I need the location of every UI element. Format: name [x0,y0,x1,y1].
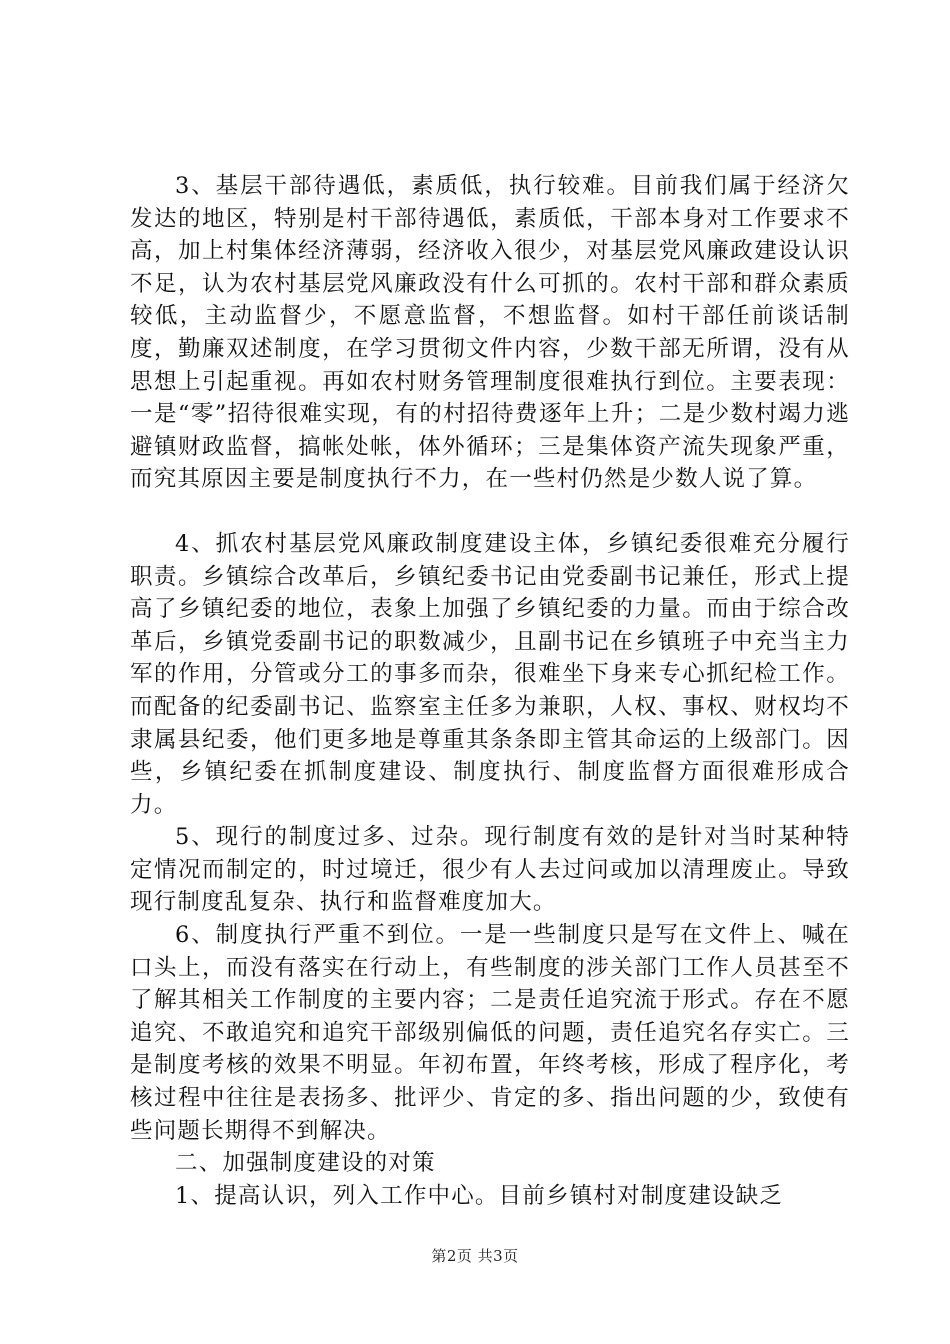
document-body [130,170,850,1212]
paragraph-item-3: 3、基层干部待遇低，素质低，执行较难。目前我们属于经济欠发达的地区，特别是村干部待遇低，素质低，干部本身对工作要求不高，加上村集体经济薄弱，经济收入很少，对基层党风廉政建设认识不足，认为农村基层党风廉政没有什么可抓的。农村干部和群众素质较低，主动监督少，不愿意监督，不想监督。如村干部任前谈话制度，勤廉双述制度，在学习贯彻文件内容，少数干部无所谓，没有从思想上引起重视。再如农村财务管理制度很难执行到位。主要表现：一是“零”招待很难实现，有的村招待费逐年上升；二是少数村竭力逃避镇财政监督，搞帐处帐，体外循环；三是集体资产流失现象严重，而究其原因主要是制度执行不力，在一些村仍然是少数人说了算。 [130,173,850,493]
paragraph-item-5: 5、现行的制度过多、过杂。现行制度有效的是针对当时某种特定情况而制定的，时过境迁，很少有人去过问或加以清理废止。导致现行制度乱复杂、执行和监督难度加大。 [130,824,850,916]
page-number-label: 第2页 共3页 [431,1247,519,1265]
paragraph-item-6: 6、制度执行严重不到位。一是一些制度只是写在文件上、喊在口头上，而没有落实在行动上，有些制度的涉关部门工作人员甚至不了解其相关工作制度的主要内容；二是责任追究流于形式。存在不愿追究、不敢追究和追究干部级别偏低的问题，责任追究名存实亡。三是制度考核的效果不明显。年初布置，年终考核，形成了程序化，考核过程中往往是表扬多、批评少、肯定的多、指出问题的少，致使有些问题长期得不到解决。 [130,922,850,1144]
paragraph-item-4: 4、抓农村基层党风廉政制度建设主体，乡镇纪委很难充分履行职责。乡镇综合改革后，乡镇纪委书记由党委副书记兼任，形式上提高了乡镇纪委的地位，表象上加强了乡镇纪委的力量。而由于综合改革后，乡镇党委副书记的职数减少，且副书记在乡镇班子中充当主力军的作用，分管或分工的事多而杂，很难坐下身来专心抓纪检工作。而配备的纪委副书记、监察室主任多为兼职，人权、事权、财权均不隶属县纪委，他们更多地是尊重其条条即主管其命运的上级部门。因些，乡镇纪委在抓制度建设、制度执行、制度监督方面很难形成合力。 [130,530,850,818]
section-heading-countermeasures: 二、加强制度建设的对策 [175,1150,436,1177]
page-footer [0,1245,950,1266]
paragraph-countermeasure-1: 1、提高认识，列入工作中心。目前乡镇村对制度建设缺乏 [175,1182,784,1209]
